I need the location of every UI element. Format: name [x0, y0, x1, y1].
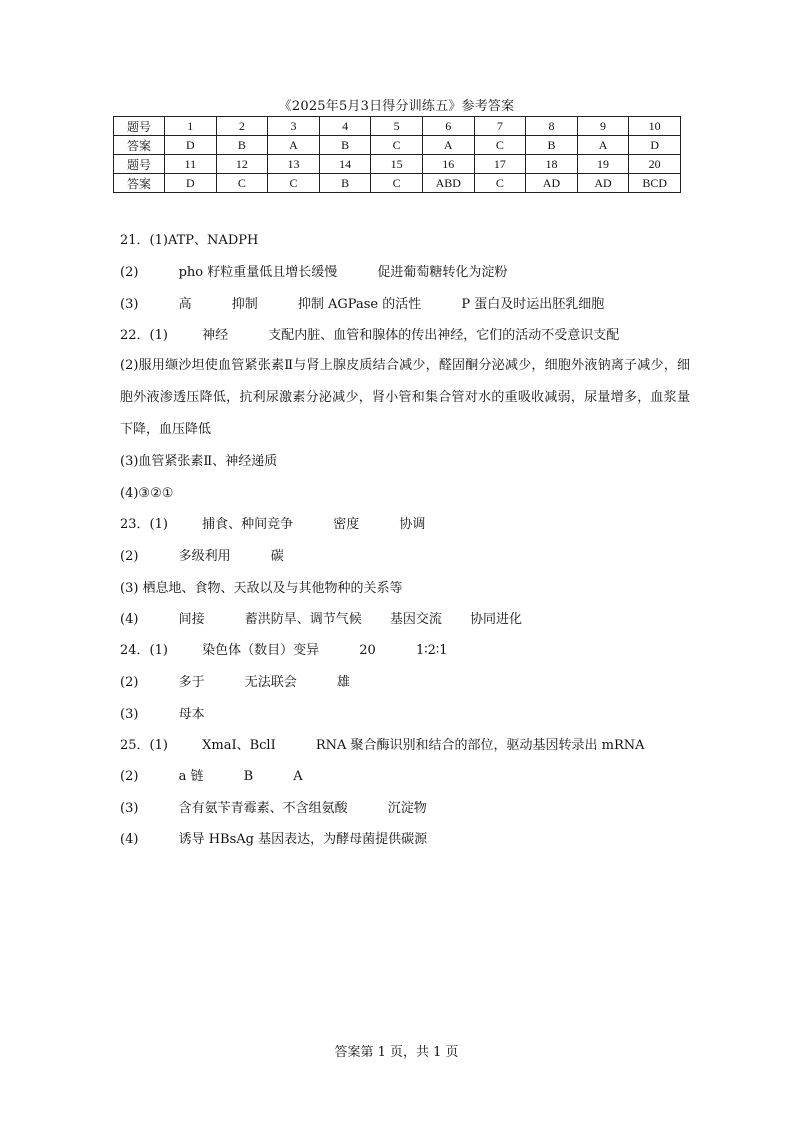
- table-cell: C: [371, 174, 423, 193]
- table-cell: 4: [319, 117, 371, 136]
- table-cell: 19: [577, 155, 629, 174]
- answer-line: [120, 768, 303, 786]
- table-cell: B: [216, 136, 268, 155]
- table-row: [114, 136, 681, 155]
- answer-text: 间接: [178, 612, 205, 627]
- table-row: [114, 155, 681, 174]
- table-cell: 11: [165, 155, 217, 174]
- answer-text: (3)血管紧张素Ⅱ、神经递质: [120, 454, 278, 469]
- table-cell: AD: [577, 174, 629, 193]
- item-number: (3): [120, 801, 139, 816]
- answer-paragraph: (2)服用缬沙坦使血管紧张素Ⅱ与肾上腺皮质结合减少，醛固酮分泌减少，细胞外液钠离子减少，细胞外液渗透压降低，抗利尿激素分泌减少，肾小管和集合管对水的重吸收减弱，尿量增多，血浆量下降，血压降低: [120, 358, 690, 437]
- answer-text: 促进葡萄糖转化为淀粉: [377, 265, 508, 280]
- answer-text: 母本: [178, 707, 205, 722]
- item-number: 24．(1): [120, 643, 168, 658]
- table-cell: C: [474, 136, 526, 155]
- answer-text: 密度: [333, 517, 360, 532]
- answer-text: 捕食、种间竞争: [202, 517, 294, 532]
- item-number: 22．(1): [120, 328, 168, 343]
- item-number: (2): [120, 549, 139, 564]
- table-cell: BCD: [629, 174, 681, 193]
- answer-text: 沉淀物: [387, 801, 427, 816]
- answer-text: 1∶2∶1: [415, 643, 448, 658]
- item-number: (2): [120, 769, 139, 784]
- table-cell: C: [216, 174, 268, 193]
- answer-text: 支配内脏、血管和腺体的传出神经，它们的活动不受意识支配: [268, 328, 620, 343]
- answer-text: (4)③②①: [120, 486, 174, 501]
- answer-text: 蓄洪防旱、调节气候: [244, 612, 362, 627]
- row-header: 答案: [114, 174, 165, 193]
- answer-text: 多于: [178, 675, 205, 690]
- table-cell: AD: [526, 174, 578, 193]
- item-number: (4): [120, 832, 139, 847]
- answer-text: 碳: [270, 549, 284, 564]
- row-header: 题号: [114, 117, 165, 136]
- answer-text: pho 籽粒重量低且增长缓慢: [178, 265, 338, 280]
- answer-line: [120, 800, 427, 818]
- answer-text: 神经: [202, 328, 229, 343]
- row-header: 题号: [114, 155, 165, 174]
- item-number: (2): [120, 265, 139, 280]
- item-number: (4): [120, 612, 139, 627]
- table-cell: C: [371, 136, 423, 155]
- table-cell: 14: [319, 155, 371, 174]
- table-row: [114, 174, 681, 193]
- answer-table: [113, 116, 681, 193]
- answer-line: [120, 580, 403, 598]
- answer-text: RNA 聚合酶识别和结合的部位，驱动基因转录出 mRNA: [315, 738, 645, 753]
- table-cell: 10: [629, 117, 681, 136]
- table-cell: D: [165, 174, 217, 193]
- row-header: 答案: [114, 136, 165, 155]
- table-cell: 13: [268, 155, 320, 174]
- answer-text: 基因交流: [389, 612, 442, 627]
- table-cell: A: [422, 136, 474, 155]
- answer-line: [120, 706, 205, 724]
- answer-text: a 链: [178, 769, 204, 784]
- answer-line: [120, 264, 507, 282]
- table-cell: B: [526, 136, 578, 155]
- table-cell: D: [165, 136, 217, 155]
- table-cell: 1: [165, 117, 217, 136]
- table-cell: B: [319, 136, 371, 155]
- answer-text: XmaⅠ、BclⅠ: [202, 738, 276, 753]
- table-cell: C: [474, 174, 526, 193]
- page-footer: 答案第 1 页，共 1 页: [334, 1045, 459, 1060]
- item-number: (3): [120, 707, 139, 722]
- table-cell: 6: [422, 117, 474, 136]
- answer-text: B: [243, 769, 254, 784]
- answer-text: P 蛋白及时运出胚乳细胞: [461, 297, 605, 312]
- table-cell: 16: [422, 155, 474, 174]
- table-cell: A: [577, 136, 629, 155]
- answer-text: 含有氨苄青霉素、不含组氨酸: [178, 801, 348, 816]
- page-title: 《2025年5月3日得分训练五》参考答案: [278, 99, 515, 114]
- item-number: (2): [120, 675, 139, 690]
- table-cell: 12: [216, 155, 268, 174]
- table-cell: 18: [526, 155, 578, 174]
- table-cell: 17: [474, 155, 526, 174]
- answer-text: 高: [178, 297, 192, 312]
- table-cell: 7: [474, 117, 526, 136]
- answer-line: [120, 548, 284, 566]
- answer-line: [120, 674, 350, 692]
- table-cell: B: [319, 174, 371, 193]
- answer-line: [120, 327, 619, 345]
- table-cell: 5: [371, 117, 423, 136]
- item-number: (3): [120, 297, 139, 312]
- table-cell: 3: [268, 117, 320, 136]
- answer-text: 协调: [399, 517, 426, 532]
- table-row: [114, 117, 681, 136]
- answer-text: 抑制 AGPase 的活性: [297, 297, 422, 312]
- table-cell: 15: [371, 155, 423, 174]
- answer-line: [120, 611, 522, 629]
- answer-line: [120, 453, 277, 471]
- answer-text: 无法联会: [244, 675, 297, 690]
- answer-text: 抑制: [231, 297, 258, 312]
- answer-line: [120, 642, 448, 660]
- table-cell: D: [629, 136, 681, 155]
- table-cell: C: [268, 174, 320, 193]
- answer-text: 协同进化: [470, 612, 523, 627]
- answer-text: (3) 栖息地、食物、天敌以及与其他物种的关系等: [120, 581, 403, 596]
- table-cell: ABD: [422, 174, 474, 193]
- answer-line: [120, 485, 173, 503]
- item-number: 25．(1): [120, 738, 168, 753]
- answer-text: 诱导 HBsAg 基因表达，为酵母菌提供碳源: [178, 832, 428, 847]
- item-number: 23．(1): [120, 517, 168, 532]
- answer-line: [120, 737, 645, 755]
- answer-line: [120, 831, 427, 849]
- answer-text: 染色体（数目）变异: [202, 643, 320, 658]
- table-cell: A: [268, 136, 320, 155]
- answer-text: 20: [359, 643, 376, 658]
- answer-line: [120, 232, 258, 250]
- answer-text: A: [293, 769, 303, 784]
- table-cell: 2: [216, 117, 268, 136]
- answer-line: [120, 296, 604, 314]
- answer-text: 雄: [336, 675, 350, 690]
- table-cell: 8: [526, 117, 578, 136]
- table-cell: 9: [577, 117, 629, 136]
- answer-text: 多级利用: [178, 549, 231, 564]
- answer-line: [120, 516, 425, 534]
- table-cell: 20: [629, 155, 681, 174]
- answer-text: 21．(1)ATP、NADPH: [120, 233, 259, 248]
